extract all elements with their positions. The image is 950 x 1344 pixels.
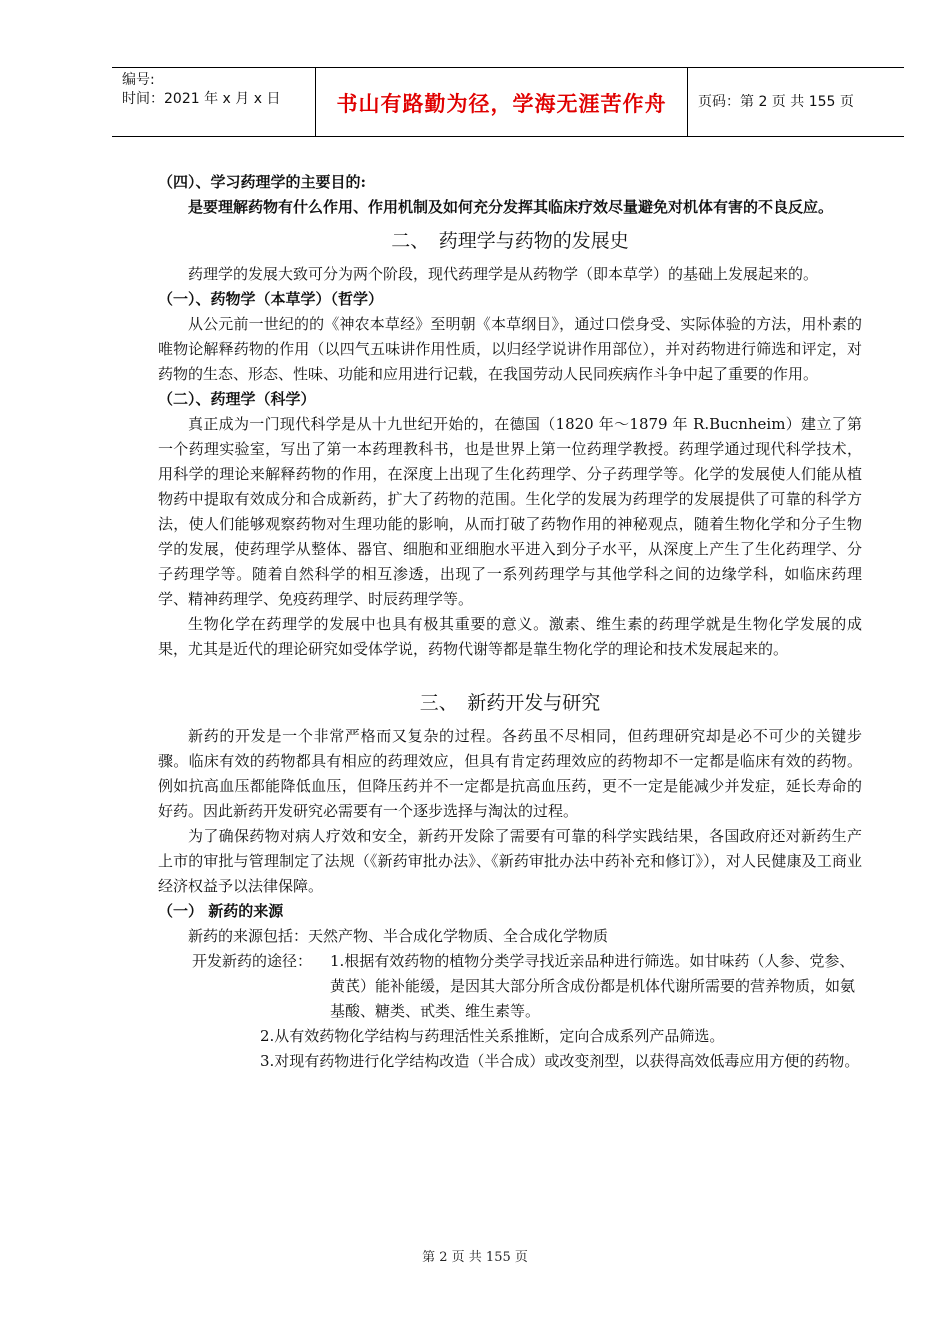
way-label: 开发新药的途径： [192, 952, 313, 970]
heading-history: 二、 药理学与药物的发展史 [391, 230, 629, 252]
way-1-text: 1.根据有效药物的植物分类学寻找近亲品种进行筛选。如甘味药（人参、党参、黄芪）能补能缓，是因其大部分所含成份都是机体代谢所需要的营养物质，如氨基酸、糖类、甙类、维生素等。 [330, 952, 856, 1020]
subsection-1-title: （一）、药物学（本草学）（哲学） [158, 290, 384, 308]
way-2-text: 2.从有效药物化学结构与药理活性关系推断，定向合成系列产品筛选。 [260, 1027, 725, 1045]
source-title: （一） 新药的来源 [158, 902, 284, 920]
subsection-2-body-2: 生物化学在药理学的发展中也具有极其重要的意义。激素、维生素的药理学就是生物化学发展的成果，尤其是近代的理论研究如受体学说，药物代谢等都是靠生物化学的理论和技术发展起来的。 [158, 615, 862, 658]
section-4-body: 是要理解药物有什么作用、作用机制及如何充分发挥其临床疗效尽量避免对机体有害的不良反应。 [188, 198, 834, 216]
subsection-2-title: （二）、药理学（科学） [158, 390, 316, 408]
page-header [112, 67, 904, 137]
page-footer: 第 2 页 共 155 页 [422, 1250, 528, 1265]
section-4-title: （四）、学习药理学的主要目的: [158, 173, 367, 191]
way-3-text: 3.对现有药物进行化学结构改造（半合成）或改变剂型，以获得高效低毒应用方便的药物。 [260, 1052, 860, 1070]
way-item-1 [158, 949, 862, 1024]
way-item-3 [158, 1049, 862, 1074]
way-item-2 [158, 1024, 862, 1049]
new-drug-paragraph-1: 新药的开发是一个非常严格而又复杂的过程。各药虽不尽相同，但药理研究却是必不可少的关键步骤。临床有效的药物都具有相应的药理效应，但具有肯定药理效应的药物却不一定都是临床有效的药物。例如抗高血压都能降低血压，但降压药并不一定都是抗高血压药，更不一定是能减少并发症，延长寿命的好药。因此新药开发研究必需要有一个逐步选择与淘汰的过程。 [158, 727, 862, 820]
heading-new-drug: 三、 新药开发与研究 [419, 692, 601, 714]
subsection-1-body: 从公元前一世纪的的《神农本草经》至明朝《本草纲目》，通过口偿身受、实际体验的方法，用朴素的唯物论解释药物的作用（以四气五味讲作用性质，以归经学说讲作用部位），并对药物进行筛选和评定，对药物的生态、形态、性味、功能和应用进行记载，在我国劳动人民同疾病作斗争中起了重要的作用。 [158, 315, 862, 383]
header-motto-cell [315, 68, 688, 136]
document-body [158, 170, 862, 1074]
development-ways [158, 949, 862, 1074]
header-motto: 书山有路勤为径，学海无涯苦作舟 [336, 91, 667, 116]
source-line: 新药的来源包括：天然产物、半合成化学物质、全合成化学物质 [188, 927, 609, 945]
doc-time-label: 时间：2021 年 x 月 x 日 [122, 91, 281, 107]
doc-code-label: 编号: [122, 72, 155, 88]
header-meta [112, 68, 315, 136]
history-intro: 药理学的发展大致可分为两个阶段，现代药理学是从药物学（即本草学）的基础上发展起来的。 [188, 265, 819, 283]
new-drug-paragraph-2: 为了确保药物对病人疗效和安全，新药开发除了需要有可靠的科学实践结果，各国政府还对新药生产上市的审批与管理制定了法规（《新药审批办法》、《新药审批办法中药补充和修订》），对人民健康及工商业经济权益予以法律保障。 [158, 827, 862, 895]
header-page-info: 页码：第 2 页 共 155 页 [698, 94, 854, 110]
subsection-2-body: 真正成为一门现代科学是从十九世纪开始的，在德国（1820 年～1879 年 R.Bucnheim）建立了第一个药理实验室，写出了第一本药理教科书，也是世界上第一位药理学教授。药理学通过现代科学技术，用科学的理论来解释药物的作用，在深度上出现了生化药理学、分子药理学等。化学的发展使人们能从植物药中提取有效成分和合成新药，扩大了药物的范围。生化学的发展为药理学的发展提供了可靠的科学方法，使人们能够观察药物对生理功能的影响，从而打破了药物作用的神秘观点，随着生物化学和分子生物学的发展，使药理学从整体、器官、细胞和亚细胞水平进入到分子水平，从深度上产生了生化药理学、分子药理学等。随着自然科学的相互渗透，出现了一系列药理学与其他学科之间的边缘学科，如临床药理学、精神药理学、免疫药理学、时辰药理学等。 [158, 415, 862, 608]
